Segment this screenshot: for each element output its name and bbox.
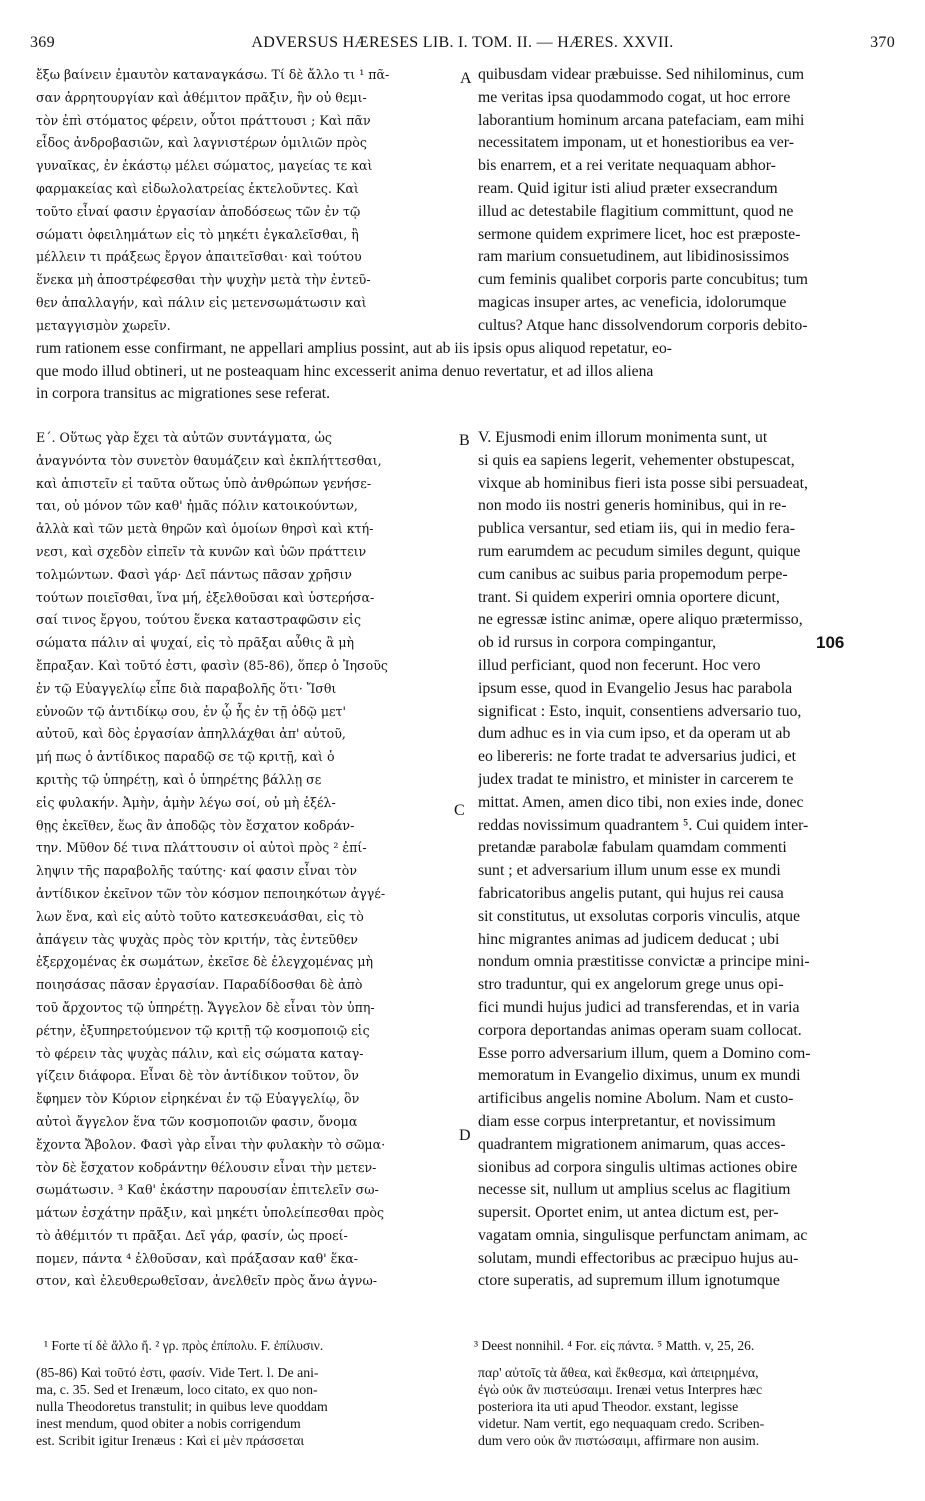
latin-line: necesse sit, nullum ut amplius scelus ac flagitium [478,1181,791,1199]
greek-line: τοῦ ἄρχοντος τῷ ὑπηρέτῃ. Ἄγγελον δὲ εἶναι τὸν ὑπη- [36,999,375,1015]
greek-line: ἀναγνόντα τὸν συνετὸν θαυμάζειν καὶ ἐκπλήττεσθαι, [36,452,382,468]
greek-line: ἔφημεν τὸν Κύριον εἰρηκέναι ἐν τῷ Εὐαγγελίῳ, ὃν [36,1091,360,1107]
latin-line: laborantium hominum arcana patefaciam, eam mihi [478,111,805,129]
greek-line: καὶ ἀπιστεῖν εἰ ταῦτα οὕτως ὑπὸ ἀνθρώπων γενήσε- [36,475,372,491]
greek-text-main [36,427,456,1293]
greek-line: ἔπραξαν. Καὶ τοῦτό ἐστι, φασὶν (85-86), ὅπερ ὁ Ἰησοῦς [36,657,388,673]
note-line: nulla Theodoretus transtulit; in quibus leve quoddam [36,1399,328,1414]
greek-line: ρέτην, ἐξυπηρετούμενον τῷ κριτῇ τῷ κοσμοποιῷ εἰς [36,1022,370,1038]
latin-line: solutam, mundi effectoribus ac præcipuo hujus au- [478,1249,799,1267]
greek-line: ἐν τῷ Εὐαγγελίῳ εἶπε διὰ παραβολῆς ὅτι· Ἴσθι [36,680,337,696]
latin-line: illud perficiant, quod non fecerunt. Hoc vero [478,656,761,674]
note-line: videtur. Nam vertit, ego nequaquam credo. Scriben- [478,1416,765,1431]
greek-line: ἀλλὰ καὶ τῶν μετὰ θηρῶν καὶ ὁμοίων θηρσὶ καὶ κτή- [36,521,374,537]
greek-line: τὸν δὲ ἔσχατον κοδράντην θέλουσιν εἶναι τὴν μετεν- [36,1159,377,1175]
note-line: (85-86) Καὶ τοῦτό ἐστι, φασίν. Vide Tert. l. De ani- [36,1365,319,1380]
greek-line: ἔξω βαίνειν ἐμαυτὸν καταναγκάσω. Τί δὲ ἄλλο τι ¹ πᾶ- [36,67,390,82]
greek-line: ληψιν τῆς παραβολῆς ταύτης· καί φασιν εἶναι τὸν [36,863,358,879]
section-marker-c: C [454,802,465,819]
greek-line: στον, καὶ ἐλευθερωθεῖσαν, ἀνελθεῖν πρὸς ἄνω ἀγνω- [36,1273,377,1289]
greek-line: τοῦτο εἶναί φασιν ἐργασίαν ἀποδόσεως τῶν ἐν τῷ [36,203,361,219]
section-marker-b: B [459,432,470,449]
latin-line: judex tradat te ministro, et minister in carcerem te [478,770,794,788]
greek-line: γυναῖκας, ἐν ἑκάστῳ μέλει σώματος, μαγείας τε καὶ [36,158,373,174]
latin-line: ipsum esse, quod in Evangelio Jesus hac parabola [478,679,793,697]
section-marker-d: D [459,1127,471,1144]
greek-line: τὸν ἐπὶ στόματος φέρειν, οὗτοι πράττουσι ; Καὶ πᾶν [36,112,371,128]
latin-line: artificibus angelis nomine Abolum. Nam et custo- [478,1090,794,1108]
greek-line: λων ἕνα, καὶ εἰς αὐτὸ τοῦτο κατεσκευάσθαι, εἰς τὸ [36,908,364,924]
greek-line: την. Μῦθον δέ τινα πλάττουσιν οἱ αὐτοὶ πρὸς ² ἐπί- [36,840,367,856]
latin-line: illud ac detestabile flagitium committunt, quod ne [478,202,794,220]
latin-line: si quis ea sapiens legerit, vehementer obstupescat, [478,451,795,469]
running-header [30,34,895,58]
greek-line: τούτων ποιεῖσθαι, ἵνα μή, ἐξελθοῦσαι καὶ ὑστερήσα- [36,589,375,605]
greek-line: Ε΄. Οὕτως γὰρ ἔχει τὰ αὐτῶν συντάγματα, ὡς [36,430,332,445]
latin-line: mittat. Amen, amen dico tibi, non exies inde, donec [478,793,804,811]
latin-line: cum feminis qualibet corporis parte concubitus; tum [478,271,808,289]
greek-line: ἔχοντα Ἄβολον. Φασὶ γὰρ εἶναι τὴν φυλακὴν τὸ σῶμα· [36,1136,386,1152]
section-marker-a: A [460,70,472,87]
latin-line: eo libereris: ne forte tradat te adversarius judici, et [478,748,796,766]
latin-line: sionibus ad corpora singulis ultimas actiones obire [478,1158,798,1176]
greek-line: φαρμακείας καὶ εἰδωλολατρείας ἐκτελοῦντες. Καὶ [36,180,359,196]
latin-line: ram marium consuetudinem, aut libidinosissimos [478,248,790,266]
latin-line: stro traduntur, qui ex angelorum grege unus opi- [478,976,784,994]
greek-line: τὸ ἀθέμιτόν τι πρᾶξαι. Δεῖ γάρ, φασίν, ὡς προεί- [36,1227,348,1243]
latin-line: publica versantur, sed etiam iis, qui in medio fera- [478,520,795,538]
latin-line: me veritas ipsa quodammodo cogat, ut hoc errore [478,88,791,106]
greek-line: κριτὴς τῷ ὑπηρέτῃ, καὶ ὁ ὑπηρέτης βάλλῃ σε [36,771,322,787]
greek-line: τολμώντων. Φασὶ γάρ· Δεῖ πάντως πᾶσαν χρῆσιν [36,566,352,582]
greek-line: πομεν, πάντα ⁴ ἐλθοῦσαν, καὶ πράξασαν καθ' ἕκα- [36,1250,359,1266]
latin-line: dum adhuc es in via cum ipso, et da operam ut ab [478,725,791,743]
latin-line: pretandæ parabolæ fabulam quamdam commenti [478,839,787,857]
latin-line: corpora deportandas animas operam suam collocat. [478,1021,802,1039]
greek-line: ἀπάγειν τὰς ψυχὰς πρὸς τὸν κριτήν, τὰς ἐντεῦθεν [36,931,358,947]
latin-line: significat : Esto, inquit, consentiens adversario tuo, [478,702,802,720]
latin-text-full-width [36,338,892,406]
greek-line: αὐτοὶ ἄγγελον ἕνα τῶν κοσμοποιῶν φασιν, ὄνομα [36,1113,358,1129]
latin-line: magicas insuper artes, ac veneficia, idolorumque [478,293,787,311]
greek-line: σωμάτωσιν. ³ Καθ' ἑκάστην παρουσίαν ἐπιτελεῖν σω- [36,1182,379,1198]
greek-line: θεν ἀπαλλαγήν, καὶ πάλιν εἰς μετενσωμάτωσιν καὶ [36,294,367,310]
greek-line: μάτων ἐσχάτην πρᾶξιν, καὶ μηκέτι ὑπολείπεσθαι πρὸς [36,1205,385,1221]
greek-line: εἰς φυλακήν. Ἀμὴν, ἀμὴν λέγω σοί, οὐ μὴ ἐξέλ- [36,794,336,810]
latin-line: ream. Quid igitur isti aliud præter exsecrandum [478,179,778,197]
latin-line: hinc migrantes animas ad judicem deducat ; ubi [478,930,780,948]
latin-line: cum canibus ac suibus paria propemodum perpe- [478,565,788,583]
note-line: est. Scribit igitur Irenæus : Καὶ εἰ μὲν πράσσεται [36,1433,305,1448]
page-number-left: 369 [30,34,55,51]
greek-line: ἕνεκα μὴ ἀποστρέφεσθαι τὴν ψυχὴν μετὰ τὴν ἐντεῦ- [36,272,371,288]
latin-line: rum rationem esse confirmant, ne appellari amplius possint, aut ab iis ipsis opus aliquod repetatur, eo- [36,340,672,357]
notes-right [478,1364,892,1449]
greek-line: ἀντίδικον ἐκεῖνον τῶν τὸν κόσμον πεποιηκότων ἀγγέ- [36,885,386,901]
latin-line: memoratum in Evangelio diximus, unum ex mundi [478,1067,801,1085]
greek-line: σώματα πάλιν αἱ ψυχαί, εἰς τὸ πρᾶξαι αὖθις ἃ μὴ [36,635,355,651]
greek-line: εἶδος ἀνδροβασιῶν, καὶ λαγνιστέρων ὁμιλιῶν πρὸς [36,135,367,151]
latin-line: necessitatem imponam, ut et honestioribus ea ver- [478,134,794,152]
page-number-right: 370 [870,34,895,51]
latin-line: sit constitutus, ut exsolutas corporis vinculis, atque [478,907,801,925]
page-number-badge: 106 [816,633,845,652]
greek-line: σαν ἀρρητουργίαν καὶ ἀθέμιτον πρᾶξιν, ἣν οὐ θεμι- [36,89,367,105]
latin-line: quibusdam videar præbuisse. Sed nihilominus, cum [478,66,805,83]
latin-line: diam esse corpus interpretantur, et novissimum [478,1112,776,1130]
note-line: dum vero οὐκ ἂν πιστώσαιμι, affirmare non ausim. [478,1433,760,1448]
latin-line: in corpora transitus ac migrationes sese referat. [36,385,330,402]
latin-line: vixque ab hominibus fieri ista posse sibi persuadeat, [478,474,808,492]
latin-line: quadrantem migrationem animarum, quas acces- [478,1135,786,1153]
latin-line: V. Ejusmodi enim illorum monimenta sunt, ut [478,429,768,446]
footnote-left: ¹ Forte τί δὲ ἄλλο ἤ. ² γρ. πρὸς ἐπίπολυ. F. ἐπίλυσιν. [44,1338,324,1353]
latin-line: rum earumdem ac pecudum similes degunt, quique [478,542,801,560]
greek-line: μεταγγισμὸν χωρεῖν. [36,317,171,333]
latin-line: nondum omnia præstitisse convictæ a principe mini- [478,953,810,971]
greek-line: σαί τινος ἔργου, τούτου ἕνεκα καταστραφῶσιν εἰς [36,612,362,628]
latin-line: sunt ; et adversarium illum unum esse ex mundi [478,862,781,880]
latin-line: ne egressæ istinc animæ, opere aliquo prætermisso, [478,611,803,629]
latin-line: fici mundi hujus judici ad transferendas, et in varia [478,998,800,1016]
latin-line: Esse porro adversarium illum, quem a Domino com- [478,1044,811,1062]
footnote-right: ³ Deest nonnihil. ⁴ For. εἰς πάντα. ⁵ Matth. v, 25, 26. [474,1338,755,1353]
note-line: posteriora ita uti apud Theodor. exstant, legisse [478,1399,739,1414]
note-line: ma, c. 35. Sed et Irenæum, loco citato, ex quo non- [36,1382,318,1397]
latin-line: bis enarrem, et a rei veritate nequaquam abhor- [478,157,776,175]
note-line: παρ' αὐτοῖς τὰ ἄθεα, καὶ ἔκθεσμα, καὶ ἀπειρημένα, [478,1365,759,1380]
latin-line: ctore superatis, ad supremum illum ignotumque [478,1272,780,1290]
latin-line: que modo illud obtineri, ut ne posteaquam hinc excesserit anima denuo revertatur, et ad illos aliena [36,362,654,380]
notes-left [36,1364,456,1449]
greek-line: εὐνοῶν τῷ ἀντιδίκῳ σου, ἐν ᾧ ἧς ἐν τῇ ὁδῷ μετ' [36,703,346,719]
latin-line: vagatam omnia, singulisque perfunctam animam, ac [478,1226,808,1244]
latin-line: sermone quidem exprimere licet, hoc est præposte- [478,225,801,243]
greek-line: ἐξερχομένας ἐκ σωμάτων, ἐκεῖσε δὲ ἐλεγχομένας μὴ [36,954,374,970]
greek-line: μή πως ὁ ἀντίδικος παραδῷ σε τῷ κριτῇ, καὶ ὁ [36,749,335,765]
greek-line: αὐτοῦ, καὶ δὸς ἐργασίαν ἀπηλλάχθαι ἀπ' αὐτοῦ, [36,726,346,742]
note-line: ἐγὼ οὐκ ἂν πιστεύσαιμι. Irenæi vetus Interpres hæc [478,1382,763,1397]
latin-line: non modo iis nostri generis hominibus, qui in re- [478,497,787,515]
greek-line: θῃς ἐκεῖθεν, ἕως ἂν ἀποδῷς τὸν ἔσχατον κοδράν- [36,817,355,833]
latin-line: reddas novissimum quadrantem ⁵. Cui quidem inter- [478,816,809,834]
greek-line: μέλλειν τι πράξεως ἔργον ἀπαιτεῖσθαι· καὶ τούτου [36,249,362,265]
latin-line: supersit. Oportet enim, ut antea dictum est, per- [478,1204,779,1222]
running-title: ADVERSUS HÆRESES LIB. I. TOM. II. — HÆRES. XXVII. [251,34,674,51]
latin-text-top [478,64,892,338]
greek-line: σώματι ὀφειλημάτων εἰς τὸ μηκέτι ἐγκαλεῖσθαι, ἢ [36,226,359,242]
latin-line: fabricatoribus angelis putant, qui hujus rei causa [478,884,784,902]
greek-line: τὸ φέρειν τὰς ψυχὰς πάλιν, καὶ εἰς σώματα καταγ- [36,1045,364,1061]
latin-text-main [478,427,892,1293]
greek-line: νεσι, καὶ σχεδὸν εἰπεῖν τὰ κυνῶν καὶ ὑῶν πράττειν [36,543,367,559]
note-line: inest mendum, quod obiter a nobis corrigendum [36,1416,301,1431]
greek-line: ποιησάσας πᾶσαν ἐργασίαν. Παραδίδοσθαι δὲ ἀπὸ [36,977,363,993]
greek-line: γίζειν διάφορα. Εἶναι δὲ τὸν ἀντίδικον τοῦτον, ὃν [36,1068,359,1084]
latin-line: ob id rursus in corpora compingantur, [478,634,717,652]
latin-line: trant. Si quidem experiri omnia oportere dicunt, [478,588,780,606]
latin-line: cultus? Atque hanc dissolvendorum corporis debito- [478,316,808,334]
greek-line: ται, οὐ μόνον τῶν καθ' ἡμᾶς πόλιν κατοικούντων, [36,498,358,514]
greek-text-top [36,64,456,338]
